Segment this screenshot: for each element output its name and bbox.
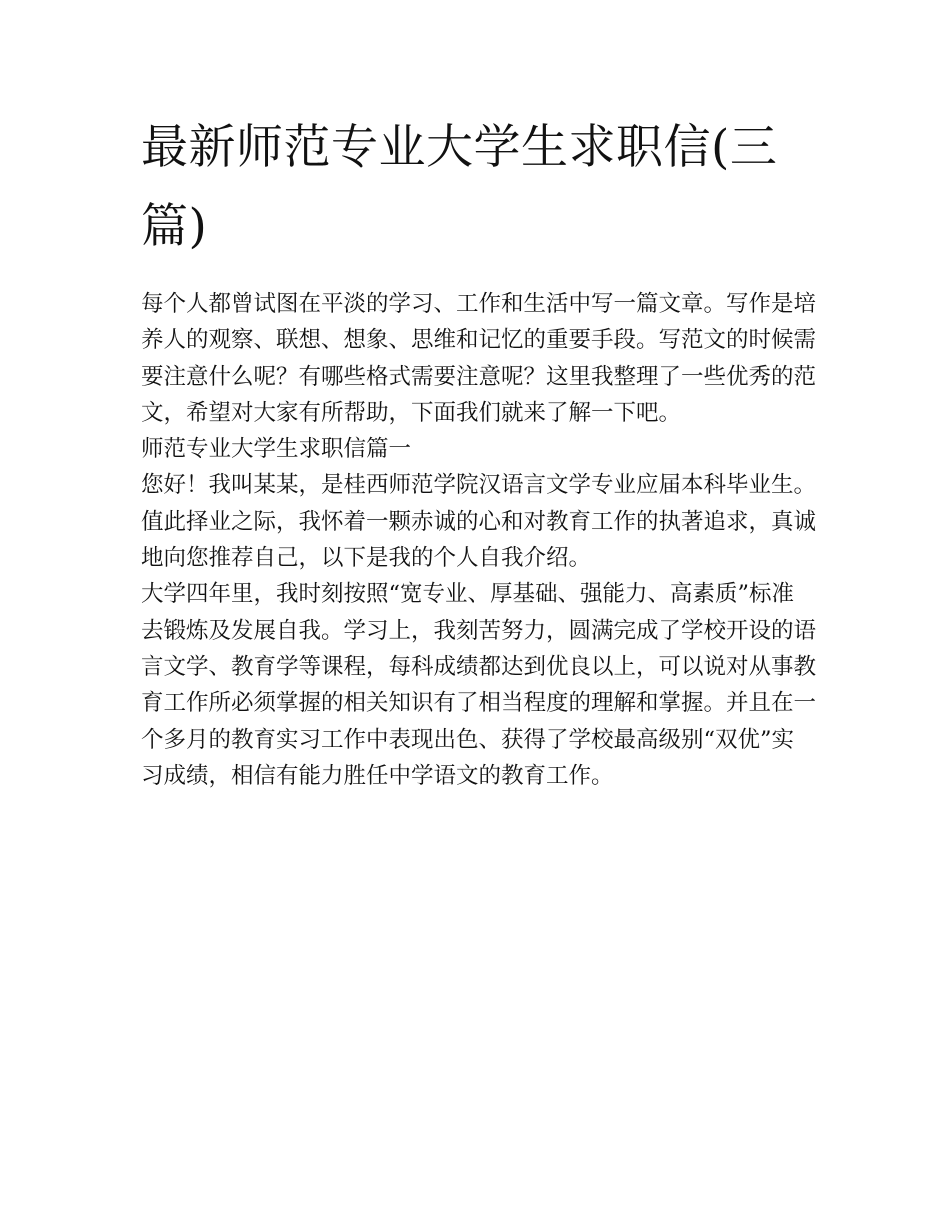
study-paragraph: 大学四年里，我时刻按照“宽专业、厚基础、强能力、高素质”标准去锻炼及发展自我。学习上，我刻苦努力，圆满完成了学校开设的语言文学、教育学等课程，每科成绩都达到优良以上，可以说对从事教育工作所必须掌握的相关知识有了相当程度的理解和掌握。并且在一个多月的教育实习工作中表现出色、获得了学校最高级别“双优”实习成绩，相信有能力胜任中学语文的教育工作。 [141,581,817,789]
intro-paragraph: 每个人都曾试图在平淡的学习、工作和生活中写一篇文章。写作是培养人的观察、联想、想象、思维和记忆的重要手段。写范文的时候需要注意什么呢？有哪些格式需要注意呢？这里我整理了一些优秀的范文，希望对大家有所帮助，下面我们就来了解一下吧。 [141,291,817,426]
document-page [141,108,816,794]
document-body [141,286,816,794]
document-title: 最新师范专业大学生求职信(三篇) [141,120,778,254]
greeting-paragraph: 您好！我叫某某，是桂西师范学院汉语言文学专业应届本科毕业生。值此择业之际，我怀着一颗赤诚的心和对教育工作的执著追求，真诚地向您推荐自己，以下是我的个人自我介绍。 [141,472,817,572]
section-heading: 师范专业大学生求职信篇一 [141,436,412,463]
